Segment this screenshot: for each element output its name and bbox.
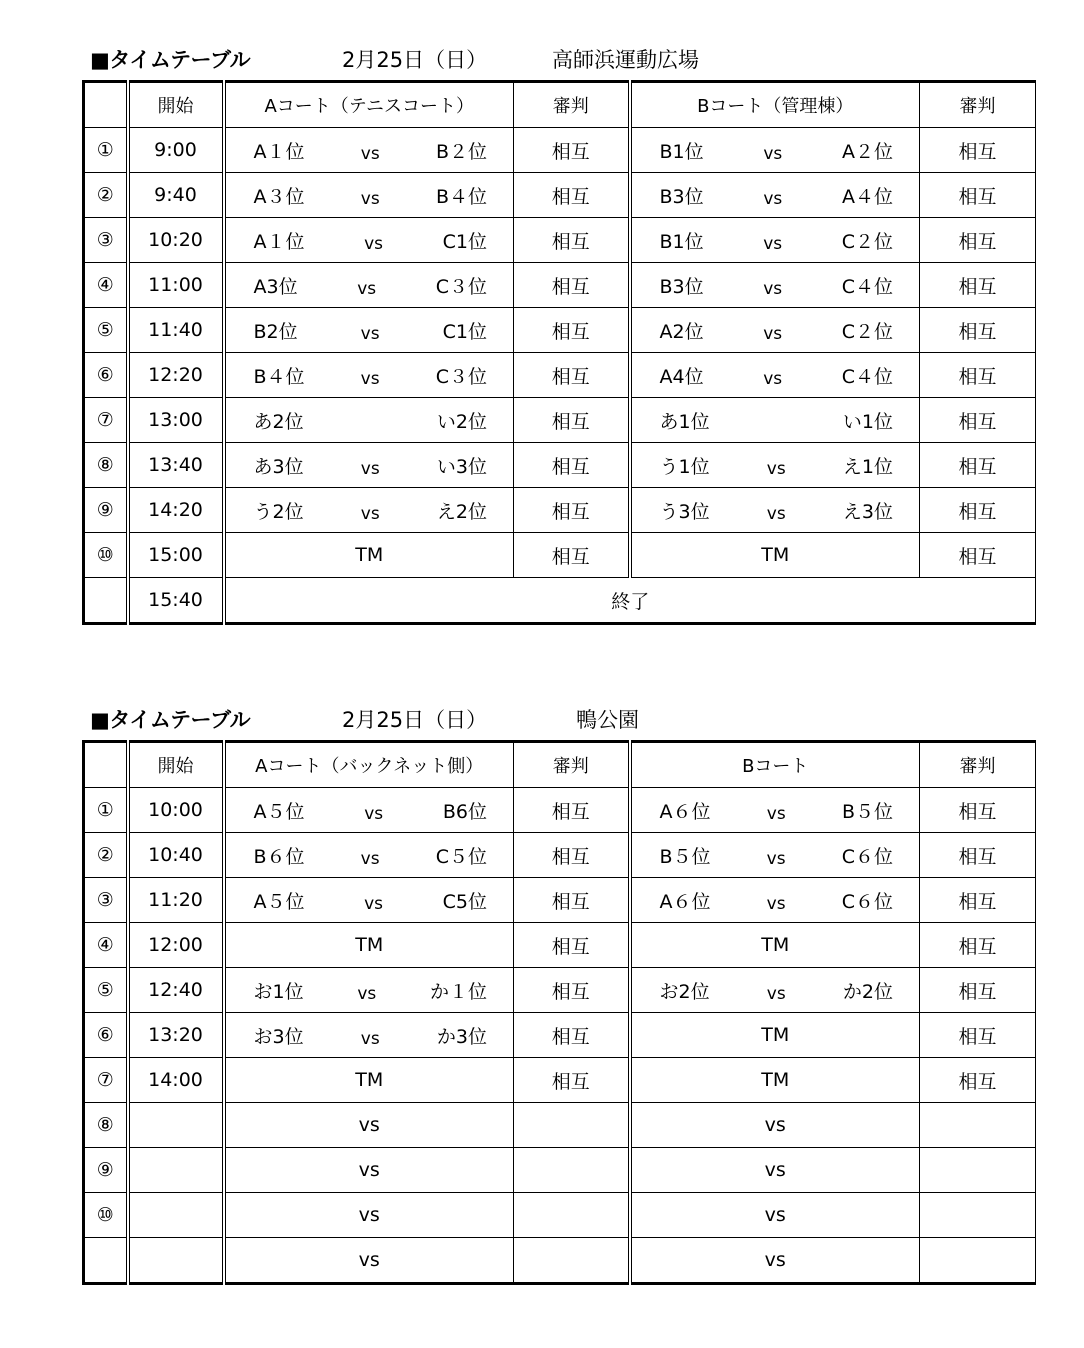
header-row — [84, 742, 1036, 788]
start-time: 11:40 — [128, 308, 224, 353]
row-number: ⑩ — [84, 533, 128, 578]
team-home: B４位 — [253, 365, 305, 388]
referee-a: 相互 — [514, 878, 630, 923]
table-row — [84, 923, 1036, 968]
court-a-match — [224, 308, 514, 353]
referee-b: 相互 — [920, 788, 1036, 833]
court-b-match — [630, 218, 920, 263]
match-pair — [632, 182, 920, 209]
match-pair — [226, 272, 514, 299]
vs-label: vs — [364, 894, 384, 914]
court-a-match: vs — [224, 1148, 514, 1193]
vs-label: vs — [763, 324, 783, 344]
referee-b: 相互 — [920, 1058, 1036, 1103]
team-home: お1位 — [253, 980, 304, 1003]
court-a-match: vs — [224, 1103, 514, 1148]
team-away: い3位 — [436, 455, 487, 478]
vs-label: vs — [763, 189, 783, 209]
court-a-match — [224, 128, 514, 173]
section-venue: 高師浜運動広場 — [552, 48, 699, 72]
court-b-match: TM — [630, 1058, 920, 1103]
court-b-match — [630, 308, 920, 353]
start-time: 14:00 — [128, 1058, 224, 1103]
referee-a: 相互 — [514, 923, 630, 968]
referee-a: 相互 — [514, 1013, 630, 1058]
match-pair — [632, 407, 920, 434]
header-court-a: Aコート（テニスコート） — [224, 82, 514, 128]
referee-a: 相互 — [514, 533, 630, 578]
team-home: お2位 — [659, 980, 710, 1003]
court-b-match: TM — [630, 533, 920, 578]
start-time: 12:20 — [128, 353, 224, 398]
referee-b: 相互 — [920, 1013, 1036, 1058]
referee-a: 相互 — [514, 788, 630, 833]
match-pair — [226, 137, 514, 164]
court-a-match — [224, 968, 514, 1013]
referee-b: 相互 — [920, 353, 1036, 398]
match-pair — [632, 227, 920, 254]
match-pair — [226, 317, 514, 344]
header-referee-a: 審判 — [514, 82, 630, 128]
referee-a — [514, 1148, 630, 1193]
row-number: ② — [84, 833, 128, 878]
row-number: ⑨ — [84, 488, 128, 533]
team-away: B6位 — [442, 800, 487, 823]
team-home: う1位 — [659, 455, 710, 478]
referee-a: 相互 — [514, 443, 630, 488]
court-a-match — [224, 443, 514, 488]
referee-a: 相互 — [514, 218, 630, 263]
table-row — [84, 533, 1036, 578]
row-number: ⑧ — [84, 1103, 128, 1148]
team-home: う2位 — [253, 500, 304, 523]
referee-b: 相互 — [920, 263, 1036, 308]
court-a-match — [224, 488, 514, 533]
team-away: C４位 — [841, 275, 893, 298]
vs-label: vs — [360, 849, 380, 869]
row-number: ① — [84, 788, 128, 833]
court-a-match — [224, 398, 514, 443]
team-away: B５位 — [841, 800, 893, 823]
court-a-match — [224, 173, 514, 218]
header-court-b: Bコート — [630, 742, 920, 788]
match-pair — [632, 977, 920, 1004]
court-b-match — [630, 173, 920, 218]
vs-label: vs — [766, 504, 786, 524]
referee-b: 相互 — [920, 878, 1036, 923]
team-away: A２位 — [841, 140, 893, 163]
referee-a: 相互 — [514, 488, 630, 533]
team-home: B６位 — [253, 845, 305, 868]
start-time — [128, 1103, 224, 1148]
court-b-match: vs — [630, 1103, 920, 1148]
row-number: ⑧ — [84, 443, 128, 488]
match-pair — [226, 362, 514, 389]
team-home: A2位 — [659, 320, 704, 343]
referee-a — [514, 1103, 630, 1148]
table-row — [84, 833, 1036, 878]
vs-label: vs — [360, 369, 380, 389]
team-home: お3位 — [253, 1025, 304, 1048]
team-home: A3位 — [253, 275, 298, 298]
start-time: 13:20 — [128, 1013, 224, 1058]
referee-a: 相互 — [514, 353, 630, 398]
referee-a: 相互 — [514, 308, 630, 353]
end-label: 終了 — [224, 578, 1036, 624]
start-time: 9:40 — [128, 173, 224, 218]
team-away: え2位 — [436, 500, 487, 523]
match-pair — [226, 182, 514, 209]
header-referee-b: 審判 — [920, 742, 1036, 788]
team-away: い1位 — [842, 410, 893, 433]
row-number: ④ — [84, 923, 128, 968]
team-home: B５位 — [659, 845, 711, 868]
court-a-match — [224, 353, 514, 398]
header-court-a: Aコート（バックネット側） — [224, 742, 514, 788]
referee-a: 相互 — [514, 1058, 630, 1103]
team-home: B1位 — [659, 230, 704, 253]
table-row — [84, 443, 1036, 488]
table-row — [84, 1148, 1036, 1193]
table-row — [84, 488, 1036, 533]
team-away: B２位 — [435, 140, 487, 163]
court-a-match: TM — [224, 533, 514, 578]
row-number: ⑤ — [84, 308, 128, 353]
court-b-match: vs — [630, 1193, 920, 1238]
table-row — [84, 128, 1036, 173]
referee-b: 相互 — [920, 398, 1036, 443]
table-row — [84, 398, 1036, 443]
team-away: C２位 — [841, 320, 893, 343]
team-home: A５位 — [253, 800, 305, 823]
court-a-match — [224, 1013, 514, 1058]
match-pair — [632, 137, 920, 164]
start-time: 9:00 — [128, 128, 224, 173]
vs-label: vs — [360, 1029, 380, 1049]
vs-label: vs — [357, 984, 377, 1004]
start-time: 14:20 — [128, 488, 224, 533]
start-time: 10:00 — [128, 788, 224, 833]
start-time: 13:40 — [128, 443, 224, 488]
vs-label: vs — [357, 279, 377, 299]
vs-label: vs — [763, 234, 783, 254]
row-number: ⑥ — [84, 1013, 128, 1058]
team-home: あ1位 — [659, 410, 710, 433]
row-number: ⑦ — [84, 398, 128, 443]
court-b-match — [630, 398, 920, 443]
referee-b: 相互 — [920, 443, 1036, 488]
table-row — [84, 308, 1036, 353]
court-a-match — [224, 788, 514, 833]
match-pair — [226, 887, 514, 914]
table-row — [84, 218, 1036, 263]
header-start: 開始 — [128, 742, 224, 788]
referee-b: 相互 — [920, 488, 1036, 533]
team-away: C３位 — [435, 365, 487, 388]
court-a-match — [224, 878, 514, 923]
start-time — [128, 1148, 224, 1193]
referee-a: 相互 — [514, 263, 630, 308]
match-pair — [226, 797, 514, 824]
referee-b: 相互 — [920, 173, 1036, 218]
timetable-section-2 — [82, 704, 1036, 1285]
row-number — [84, 1238, 128, 1284]
vs-label: vs — [763, 279, 783, 299]
match-pair — [226, 1022, 514, 1049]
court-a-match: vs — [224, 1238, 514, 1284]
table-row — [84, 878, 1036, 923]
referee-a — [514, 1238, 630, 1284]
section-title: ■タイムテーブル — [90, 48, 251, 72]
match-pair — [632, 497, 920, 524]
court-b-match: vs — [630, 1148, 920, 1193]
header-start: 開始 — [128, 82, 224, 128]
table-row — [84, 353, 1036, 398]
referee-b: 相互 — [920, 923, 1036, 968]
vs-label: vs — [360, 459, 380, 479]
court-a-match: TM — [224, 923, 514, 968]
vs-label: vs — [364, 234, 384, 254]
referee-b: 相互 — [920, 533, 1036, 578]
section-heading — [82, 44, 1036, 80]
team-away: か3位 — [436, 1025, 487, 1048]
referee-a: 相互 — [514, 968, 630, 1013]
team-home: B3位 — [659, 275, 704, 298]
table-row — [84, 1058, 1036, 1103]
start-time: 12:00 — [128, 923, 224, 968]
start-time — [128, 1193, 224, 1238]
match-pair — [226, 497, 514, 524]
referee-b: 相互 — [920, 968, 1036, 1013]
start-time: 15:40 — [128, 578, 224, 624]
team-home: A６位 — [659, 800, 711, 823]
court-a-match: TM — [224, 1058, 514, 1103]
team-away: い2位 — [436, 410, 487, 433]
team-home: う3位 — [659, 500, 710, 523]
team-home: A１位 — [253, 140, 305, 163]
vs-label: vs — [360, 504, 380, 524]
row-number: ② — [84, 173, 128, 218]
court-a-match — [224, 833, 514, 878]
table-row — [84, 263, 1036, 308]
team-away: C２位 — [841, 230, 893, 253]
court-b-match — [630, 833, 920, 878]
row-number: ⑩ — [84, 1193, 128, 1238]
court-b-match — [630, 128, 920, 173]
start-time: 10:40 — [128, 833, 224, 878]
team-away: C５位 — [435, 845, 487, 868]
header-court-b: Bコート（管理棟） — [630, 82, 920, 128]
section-heading — [82, 704, 1036, 740]
table-row — [84, 1238, 1036, 1284]
table-row — [84, 578, 1036, 624]
court-b-match — [630, 968, 920, 1013]
row-number: ⑦ — [84, 1058, 128, 1103]
table-row — [84, 1013, 1036, 1058]
section-date: 2月25日（日） — [342, 48, 488, 72]
team-home: あ3位 — [253, 455, 304, 478]
court-b-match — [630, 788, 920, 833]
referee-b: 相互 — [920, 218, 1036, 263]
table-row — [84, 1193, 1036, 1238]
team-away: C３位 — [435, 275, 487, 298]
vs-label: vs — [766, 894, 786, 914]
team-away: か2位 — [842, 980, 893, 1003]
team-away: え3位 — [842, 500, 893, 523]
team-away: B４位 — [435, 185, 487, 208]
team-home: A５位 — [253, 890, 305, 913]
table-row — [84, 1103, 1036, 1148]
row-number: ⑨ — [84, 1148, 128, 1193]
team-away: C６位 — [841, 845, 893, 868]
team-away: A４位 — [841, 185, 893, 208]
match-pair — [632, 362, 920, 389]
vs-label: vs — [766, 984, 786, 1004]
match-pair — [226, 227, 514, 254]
team-home: B1位 — [659, 140, 704, 163]
team-home: B3位 — [659, 185, 704, 208]
court-a-match: vs — [224, 1193, 514, 1238]
vs-label: vs — [360, 189, 380, 209]
referee-a — [514, 1193, 630, 1238]
match-pair — [632, 272, 920, 299]
start-time: 11:00 — [128, 263, 224, 308]
vs-label: vs — [766, 459, 786, 479]
vs-label: vs — [766, 849, 786, 869]
referee-a: 相互 — [514, 173, 630, 218]
court-b-match: vs — [630, 1238, 920, 1284]
header-number — [84, 82, 128, 128]
start-time: 15:00 — [128, 533, 224, 578]
court-b-match — [630, 443, 920, 488]
start-time: 12:40 — [128, 968, 224, 1013]
row-number: ③ — [84, 878, 128, 923]
vs-label: vs — [763, 144, 783, 164]
row-number: ③ — [84, 218, 128, 263]
referee-b: 相互 — [920, 308, 1036, 353]
vs-label: vs — [763, 369, 783, 389]
referee-b: 相互 — [920, 128, 1036, 173]
match-pair — [226, 452, 514, 479]
row-number: ⑥ — [84, 353, 128, 398]
team-away: C６位 — [841, 890, 893, 913]
team-home: B2位 — [253, 320, 298, 343]
referee-b — [920, 1193, 1036, 1238]
match-pair — [226, 977, 514, 1004]
table-row — [84, 173, 1036, 218]
row-number — [84, 578, 128, 624]
start-time: 13:00 — [128, 398, 224, 443]
referee-a: 相互 — [514, 833, 630, 878]
team-home: A１位 — [253, 230, 305, 253]
court-b-match — [630, 263, 920, 308]
court-a-match — [224, 263, 514, 308]
start-time: 11:20 — [128, 878, 224, 923]
referee-b — [920, 1238, 1036, 1284]
team-away: C1位 — [442, 320, 487, 343]
timetable-section-1 — [82, 44, 1036, 625]
table-row — [84, 788, 1036, 833]
team-away: C1位 — [442, 230, 487, 253]
team-away: C5位 — [442, 890, 487, 913]
referee-b: 相互 — [920, 833, 1036, 878]
match-pair — [226, 407, 514, 434]
court-a-match — [224, 218, 514, 263]
header-row — [84, 82, 1036, 128]
match-pair — [632, 317, 920, 344]
timetable — [82, 80, 1036, 625]
team-away: C４位 — [841, 365, 893, 388]
match-pair — [632, 452, 920, 479]
team-home: A３位 — [253, 185, 305, 208]
team-home: あ2位 — [253, 410, 304, 433]
header-number — [84, 742, 128, 788]
header-referee-b: 審判 — [920, 82, 1036, 128]
vs-label: vs — [360, 324, 380, 344]
court-b-match — [630, 878, 920, 923]
section-venue: 鴨公園 — [576, 708, 639, 732]
start-time — [128, 1238, 224, 1284]
vs-label: vs — [360, 144, 380, 164]
row-number: ⑤ — [84, 968, 128, 1013]
court-b-match — [630, 488, 920, 533]
section-title: ■タイムテーブル — [90, 708, 251, 732]
row-number: ④ — [84, 263, 128, 308]
team-home: A６位 — [659, 890, 711, 913]
court-b-match: TM — [630, 923, 920, 968]
referee-a: 相互 — [514, 128, 630, 173]
court-b-match — [630, 353, 920, 398]
team-home: A4位 — [659, 365, 704, 388]
court-b-match: TM — [630, 1013, 920, 1058]
referee-a: 相互 — [514, 398, 630, 443]
timetable — [82, 740, 1036, 1285]
match-pair — [226, 842, 514, 869]
vs-label: vs — [766, 804, 786, 824]
referee-b — [920, 1103, 1036, 1148]
referee-b — [920, 1148, 1036, 1193]
header-referee-a: 審判 — [514, 742, 630, 788]
match-pair — [632, 887, 920, 914]
start-time: 10:20 — [128, 218, 224, 263]
section-date: 2月25日（日） — [342, 708, 488, 732]
match-pair — [632, 842, 920, 869]
table-row — [84, 968, 1036, 1013]
vs-label: vs — [364, 804, 384, 824]
match-pair — [632, 797, 920, 824]
team-away: か１位 — [429, 980, 487, 1003]
row-number: ① — [84, 128, 128, 173]
team-away: え1位 — [842, 455, 893, 478]
